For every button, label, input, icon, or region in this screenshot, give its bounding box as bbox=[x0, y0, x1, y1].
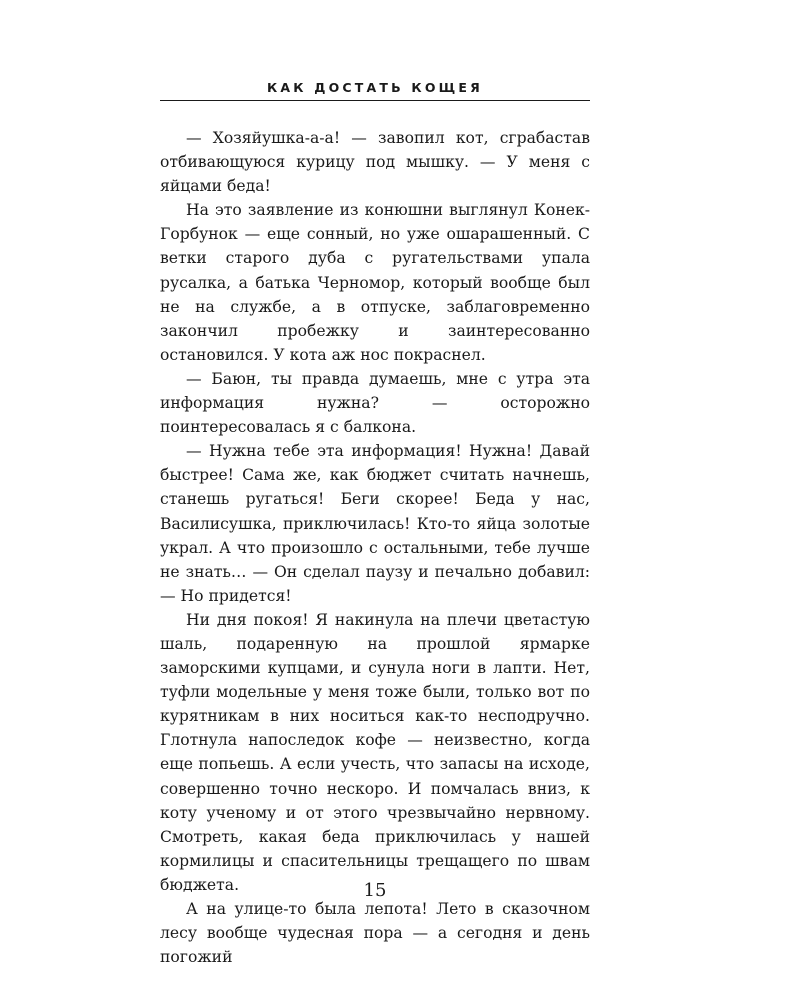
paragraph: А на улице-то была лепота! Лето в сказочном лесу вообще чудесная пора — а сегодня и день погожий bbox=[160, 900, 590, 967]
body-text bbox=[160, 126, 590, 969]
paragraph: — Нужна тебе эта информация! Нужна! Давай быстрее! Сама же, как бюджет считать начнешь, станешь ругаться! Беги скорее! Беда у нас, Василисушка, приключилась! Кто-то яйца золотые украл. А что произошло с остальными, тебе лучше не знать… — Он сделал паузу и печально добавил: — Но придется! bbox=[160, 442, 590, 605]
paragraph: Ни дня покоя! Я накинула на плечи цветастую шаль, подаренную на прошлой ярмарке заморскими купцами, и сунула ноги в лапти. Нет, туфли модельные у меня тоже были, только вот по курятникам в них носиться как-то несподручно. Глотнула напоследок кофе — неизвестно, когда еще попьешь. А если учесть, что запасы на исходе, совершенно точно нескоро. И помчалась вниз, к коту ученому и от этого чрезвычайно нервному. Смотреть, какая беда приключилась у нашей кормилицы и спасительницы трещащего по швам бюджета. bbox=[160, 610, 590, 894]
paragraph: — Баюн, ты правда думаешь, мне с утра эта информация нужна? — осторожно поинтересовалась я с балкона. bbox=[160, 369, 590, 437]
page-number: 15 bbox=[363, 880, 387, 901]
paragraph: — Хозяйушка-а-а! — завопил кот, сграбастав отбивающуюся курицу под мышку. — У меня с яйцами беда! bbox=[160, 129, 590, 196]
header-rule bbox=[160, 100, 590, 101]
running-head: КАК ДОСТАТЬ КОЩЕЯ bbox=[267, 80, 483, 95]
paragraph: На это заявление из конюшни выглянул Конек-Горбунок — еще сонный, но уже ошарашенный. С ветки старого дуба с ругательствами упала русалка, а батька Черномор, который вообще был не на службе, а в отпуске, заблаговременно закончил пробежку и заинтересованно остановился. У кота аж нос покраснел. bbox=[160, 201, 590, 364]
